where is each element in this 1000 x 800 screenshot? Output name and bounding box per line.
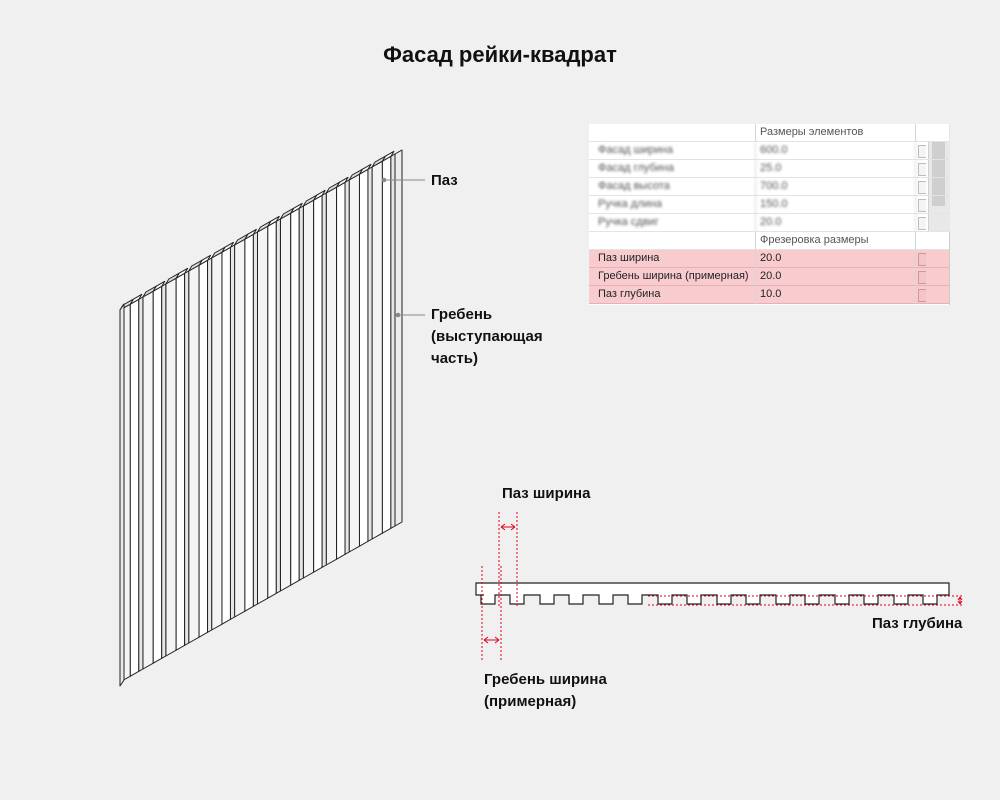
group-title: Размеры элементов: [756, 124, 916, 142]
rib-face: [291, 208, 299, 585]
groove-face: [166, 278, 176, 656]
property-name: Фасад ширина: [594, 142, 756, 160]
property-name: Ручка длина: [594, 196, 756, 214]
property-button[interactable]: [916, 250, 926, 268]
groove-face: [235, 239, 245, 617]
property-row-highlighted[interactable]: [589, 268, 949, 286]
rib-side: [299, 206, 303, 580]
property-row[interactable]: [589, 160, 949, 178]
property-button[interactable]: [916, 142, 926, 160]
groove-face: [303, 200, 313, 578]
profile-outline: [476, 583, 949, 604]
rib-face: [222, 247, 230, 624]
rib-side: [208, 258, 212, 632]
rib-side: [276, 219, 280, 593]
rib-side: [322, 193, 326, 567]
property-row[interactable]: [589, 214, 949, 232]
groove-face: [326, 187, 336, 565]
groove-face: [212, 252, 222, 630]
property-button[interactable]: [916, 268, 926, 286]
property-name: Паз глубина: [594, 286, 756, 304]
rib-face: [153, 286, 161, 663]
rib-side: [345, 180, 349, 554]
property-value[interactable]: 150.0: [756, 196, 916, 214]
property-row-highlighted[interactable]: [589, 286, 949, 304]
leader-dot: [396, 313, 401, 318]
property-value[interactable]: 700.0: [756, 178, 916, 196]
rib-side: [162, 284, 166, 658]
property-row-highlighted[interactable]: [589, 250, 949, 268]
page-title: Фасад рейки-квадрат: [383, 42, 617, 67]
rib-side: [230, 245, 234, 619]
rib-face: [359, 169, 367, 546]
property-value[interactable]: 20.0: [756, 268, 916, 286]
rib-face: [314, 195, 322, 572]
property-button[interactable]: [916, 286, 926, 304]
property-name: Ручка сдвиг: [594, 214, 756, 232]
rib-side: [139, 297, 143, 671]
property-row[interactable]: [589, 178, 949, 196]
profile-section: [476, 583, 949, 604]
property-value[interactable]: 10.0: [756, 286, 916, 304]
group-title: Фрезеровка размеры: [756, 232, 916, 250]
property-value[interactable]: 20.0: [756, 214, 916, 232]
groove-face: [372, 161, 382, 539]
groove-face: [349, 174, 359, 552]
rib-side: [391, 154, 395, 528]
groove-face: [280, 213, 290, 591]
rib-face: [337, 182, 345, 559]
property-row[interactable]: [589, 196, 949, 214]
property-value[interactable]: 600.0: [756, 142, 916, 160]
panel-end-right: [395, 150, 402, 526]
property-value[interactable]: 25.0: [756, 160, 916, 178]
leader-dot: [382, 178, 387, 183]
label-greben: Гребень (выступающая часть): [431, 306, 543, 367]
property-button[interactable]: [916, 214, 926, 232]
rib-side: [368, 167, 372, 541]
groove-face: [189, 265, 199, 643]
label-paz-shirina: Паз ширина: [502, 485, 591, 502]
rib-face: [245, 234, 253, 611]
groove-face: [258, 226, 268, 604]
group-row: [589, 232, 949, 250]
rib-side: [253, 232, 257, 606]
groove-face: [143, 291, 153, 669]
property-button[interactable]: [916, 196, 926, 214]
rib-face: [199, 260, 207, 637]
property-name: Паз ширина: [594, 250, 756, 268]
rib-face: [382, 156, 390, 533]
property-name: Гребень ширина (примерная): [594, 268, 756, 286]
isometric-panel: [120, 150, 402, 686]
property-value[interactable]: 20.0: [756, 250, 916, 268]
property-button[interactable]: [916, 160, 926, 178]
property-row[interactable]: [589, 142, 949, 160]
property-name: Фасад высота: [594, 178, 756, 196]
rib-side: [185, 271, 189, 645]
rib-face: [130, 299, 138, 676]
label-paz-glubina: Паз глубина: [872, 615, 963, 632]
property-name: Фасад глубина: [594, 160, 756, 178]
property-button[interactable]: [916, 178, 926, 196]
properties-table: [589, 124, 950, 305]
rib-face: [268, 221, 276, 598]
group-row: [589, 124, 949, 142]
rib-face: [176, 273, 184, 650]
label-paz: Паз: [431, 172, 458, 189]
panel-end-left: [120, 304, 124, 686]
label-greben-shirina: Гребень ширина (примерная): [484, 671, 607, 710]
